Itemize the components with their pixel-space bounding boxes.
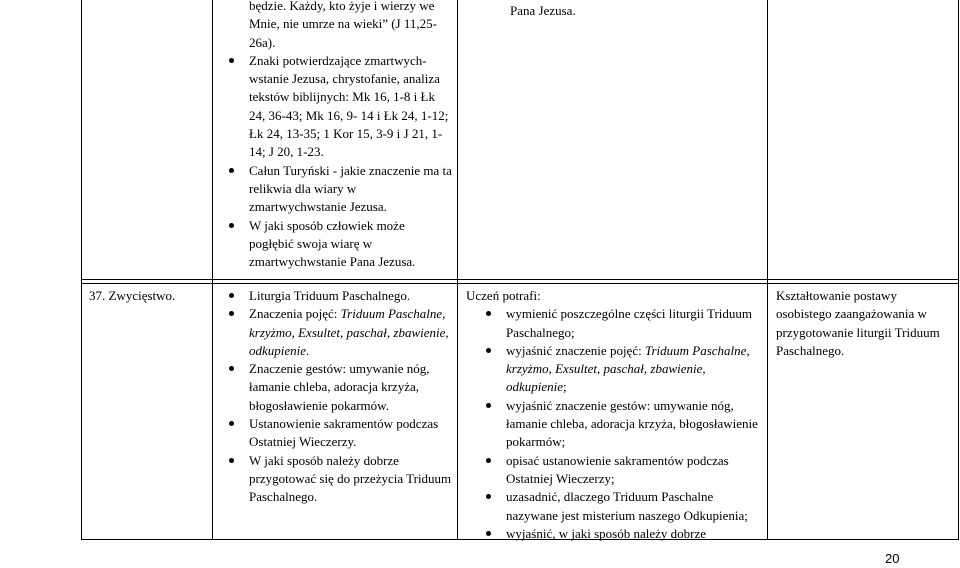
column-divider-1 [212,0,213,540]
lesson-requirements [466,287,764,543]
requirements-list [484,305,764,543]
lesson-attitudes [776,287,952,360]
list-item: Liturgia Triduum Paschalnego. [227,287,452,305]
list-item: Ustanowienie sakramentów podczas Ostatniej Wieczerzy. [227,415,452,452]
list-item: wyjaśnić, w jaki sposób należy dobrze [484,525,764,543]
lesson-topics [227,287,452,507]
row-divider-top [81,279,959,280]
table-border-right [958,0,959,540]
requirements-intro: Uczeń potrafi: [466,288,541,303]
topics-list [227,287,452,507]
column-divider-3 [767,0,768,540]
lesson-number-title: 37. Zwycięstwo. [89,288,176,303]
list-item: Znaczenie gestów: umywanie nóg, łamanie chleba, adoracja krzyża, błogosławienie pokarmów. [227,360,452,415]
continuation-text [227,0,452,52]
list-item: wyjaśnić znaczenie gestów: umywanie nóg, łamanie chleba, adoracja krzyża, błogosławienie pokarmów; [484,397,764,452]
continuation-line: będzie. Każdy, kto żyje i wierzy we [249,0,435,13]
lesson-title [89,287,209,305]
row-divider [81,283,959,284]
column-divider-2 [457,0,458,540]
list-item: opisać ustanowienie sakramentów podczas Ostatniej Wieczerzy; [484,452,764,489]
attitudes-text: Kształtowanie postawy osobistego zaangażowania w przygotowanie liturgii Triduum Paschalnego. [776,288,940,358]
top-row-requirements [510,2,760,20]
list-item: wymienić poszczególne części liturgii Triduum Paschalnego; [484,305,764,342]
list-item: W jaki sposób człowiek może pogłębić swoja wiarę w zmartwychwstanie Pana Jezusa. [227,217,452,272]
continuation-line: 26a). [249,34,276,50]
continuation-text: Pana Jezusa. [510,3,576,18]
list-item: Znaki potwierdzające zmartwych-wstanie Jezusa, chrystofanie, analiza tekstów biblijnych: Mk 16, 1-8 i Łk 24, 36-43; Mk 16, 9- 14 i Łk 24, 1-12; Łk 24, 13-35; 1 Kor 15, 3-9 i J 21, 1-14; J 20, 1-23. [227,52,452,162]
topics-list [227,52,452,272]
list-item: uzasadnić, dlaczego Triduum Paschalne nazywane jest misterium naszego Odkupienia; [484,488,764,525]
list-item: wyjaśnić znaczenie pojęć: Triduum Paschalne, krzyżmo, Exsultet, paschał, zbawienie, odkupienie; [484,342,764,397]
page-number: 20 [885,551,900,566]
list-item: W jaki sposób należy dobrze przygotować się do przeżycia Triduum Paschalnego. [227,452,452,507]
list-item: Znaczenia pojęć: Triduum Paschalne, krzyżmo, Exsultet, paschał, zbawienie, odkupienie. [227,305,452,360]
table-border-left [81,0,82,540]
continuation-line: Mnie, nie umrze na wieki” (J 11,25- [249,16,437,32]
list-item: Całun Turyński - jakie znaczenie ma ta relikwia dla wiary w zmartwychwstanie Jezusa. [227,162,452,217]
top-row-topics [227,0,452,271]
